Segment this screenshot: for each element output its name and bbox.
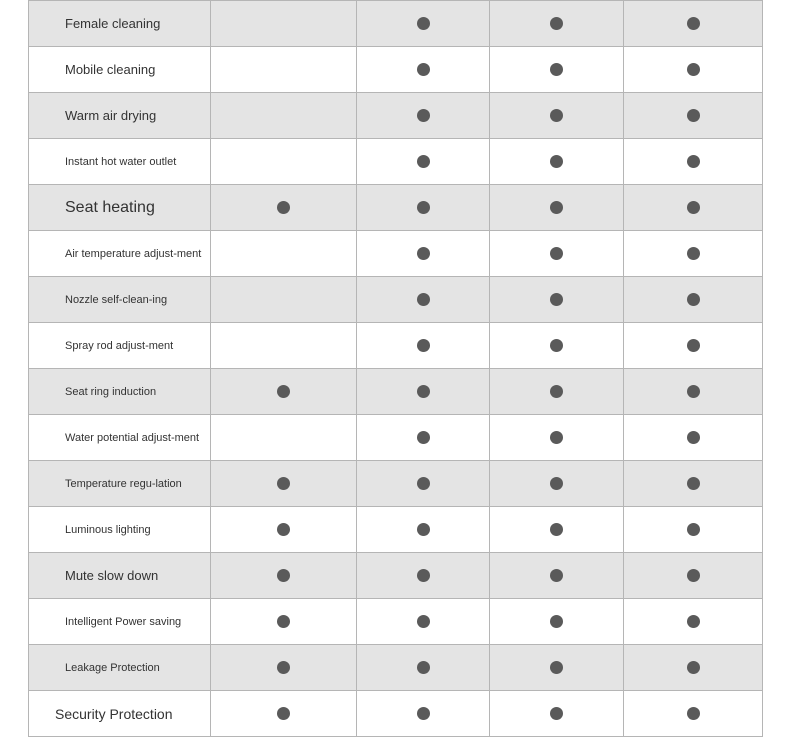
feature-comparison-table: [28, 0, 763, 737]
filled-circle-icon: [277, 385, 290, 398]
model-1-cell: [211, 415, 357, 461]
filled-circle-icon: [550, 431, 563, 444]
model-1-cell: [211, 185, 357, 231]
filled-circle-icon: [550, 339, 563, 352]
table-row: [29, 599, 763, 645]
filled-circle-icon: [550, 523, 563, 536]
table-row: [29, 47, 763, 93]
model-4-cell: [624, 553, 763, 599]
feature-label: Instant hot water outlet: [29, 139, 211, 185]
model-3-cell: [490, 645, 624, 691]
model-4-cell: [624, 277, 763, 323]
model-4-cell: [624, 47, 763, 93]
filled-circle-icon: [550, 247, 563, 260]
filled-circle-icon: [550, 615, 563, 628]
filled-circle-icon: [687, 17, 700, 30]
filled-circle-icon: [417, 385, 430, 398]
model-4-cell: [624, 599, 763, 645]
filled-circle-icon: [687, 63, 700, 76]
model-4-cell: [624, 645, 763, 691]
table-row: [29, 369, 763, 415]
filled-circle-icon: [417, 707, 430, 720]
feature-label: Luminous lighting: [29, 507, 211, 553]
filled-circle-icon: [417, 477, 430, 490]
filled-circle-icon: [687, 201, 700, 214]
model-2-cell: [357, 599, 490, 645]
filled-circle-icon: [550, 569, 563, 582]
filled-circle-icon: [417, 339, 430, 352]
filled-circle-icon: [550, 293, 563, 306]
table-row: [29, 1, 763, 47]
model-2-cell: [357, 507, 490, 553]
model-1-cell: [211, 461, 357, 507]
feature-label: Seat ring induction: [29, 369, 211, 415]
model-1-cell: [211, 599, 357, 645]
model-1-cell: [211, 369, 357, 415]
model-4-cell: [624, 93, 763, 139]
model-1-cell: [211, 139, 357, 185]
filled-circle-icon: [550, 201, 563, 214]
filled-circle-icon: [687, 109, 700, 122]
model-4-cell: [624, 415, 763, 461]
model-3-cell: [490, 415, 624, 461]
feature-label: Mobile cleaning: [29, 47, 211, 93]
feature-label: Water potential adjust-ment: [29, 415, 211, 461]
model-4-cell: [624, 185, 763, 231]
filled-circle-icon: [277, 523, 290, 536]
model-3-cell: [490, 599, 624, 645]
filled-circle-icon: [687, 247, 700, 260]
feature-label: Temperature regu-lation: [29, 461, 211, 507]
table-body: [29, 1, 763, 737]
feature-label: Security Protection: [29, 691, 211, 737]
filled-circle-icon: [417, 247, 430, 260]
model-4-cell: [624, 507, 763, 553]
model-4-cell: [624, 691, 763, 737]
filled-circle-icon: [550, 109, 563, 122]
model-1-cell: [211, 231, 357, 277]
filled-circle-icon: [417, 17, 430, 30]
filled-circle-icon: [687, 385, 700, 398]
model-4-cell: [624, 323, 763, 369]
model-3-cell: [490, 93, 624, 139]
feature-label: Nozzle self-clean-ing: [29, 277, 211, 323]
model-3-cell: [490, 691, 624, 737]
model-3-cell: [490, 139, 624, 185]
filled-circle-icon: [417, 431, 430, 444]
model-3-cell: [490, 507, 624, 553]
filled-circle-icon: [417, 293, 430, 306]
filled-circle-icon: [687, 615, 700, 628]
filled-circle-icon: [277, 615, 290, 628]
filled-circle-icon: [417, 201, 430, 214]
model-1-cell: [211, 93, 357, 139]
model-3-cell: [490, 323, 624, 369]
feature-label: Warm air drying: [29, 93, 211, 139]
model-2-cell: [357, 277, 490, 323]
feature-label: Female cleaning: [29, 1, 211, 47]
filled-circle-icon: [277, 477, 290, 490]
model-2-cell: [357, 185, 490, 231]
filled-circle-icon: [277, 707, 290, 720]
filled-circle-icon: [550, 661, 563, 674]
model-3-cell: [490, 47, 624, 93]
filled-circle-icon: [687, 477, 700, 490]
model-3-cell: [490, 185, 624, 231]
filled-circle-icon: [277, 661, 290, 674]
filled-circle-icon: [417, 661, 430, 674]
table-row: [29, 645, 763, 691]
model-3-cell: [490, 231, 624, 277]
model-1-cell: [211, 691, 357, 737]
table-row: [29, 691, 763, 737]
filled-circle-icon: [550, 17, 563, 30]
table-row: [29, 231, 763, 277]
model-3-cell: [490, 369, 624, 415]
model-2-cell: [357, 93, 490, 139]
table-row: [29, 461, 763, 507]
filled-circle-icon: [550, 155, 563, 168]
model-4-cell: [624, 231, 763, 277]
feature-label: Seat heating: [29, 185, 211, 231]
table-row: [29, 93, 763, 139]
filled-circle-icon: [550, 385, 563, 398]
filled-circle-icon: [687, 293, 700, 306]
feature-comparison-table-wrapper: [28, 0, 762, 736]
model-2-cell: [357, 415, 490, 461]
table-row: [29, 323, 763, 369]
model-4-cell: [624, 139, 763, 185]
filled-circle-icon: [687, 431, 700, 444]
filled-circle-icon: [417, 569, 430, 582]
model-2-cell: [357, 691, 490, 737]
table-row: [29, 553, 763, 599]
model-1-cell: [211, 323, 357, 369]
table-row: [29, 139, 763, 185]
table-row: [29, 415, 763, 461]
filled-circle-icon: [550, 707, 563, 720]
filled-circle-icon: [417, 615, 430, 628]
model-4-cell: [624, 1, 763, 47]
model-3-cell: [490, 277, 624, 323]
model-2-cell: [357, 461, 490, 507]
filled-circle-icon: [277, 201, 290, 214]
model-1-cell: [211, 47, 357, 93]
filled-circle-icon: [277, 569, 290, 582]
filled-circle-icon: [417, 523, 430, 536]
model-2-cell: [357, 47, 490, 93]
filled-circle-icon: [687, 569, 700, 582]
model-2-cell: [357, 369, 490, 415]
filled-circle-icon: [687, 661, 700, 674]
filled-circle-icon: [687, 339, 700, 352]
filled-circle-icon: [550, 477, 563, 490]
filled-circle-icon: [687, 155, 700, 168]
model-3-cell: [490, 553, 624, 599]
filled-circle-icon: [417, 155, 430, 168]
model-2-cell: [357, 323, 490, 369]
filled-circle-icon: [687, 707, 700, 720]
model-2-cell: [357, 1, 490, 47]
model-3-cell: [490, 461, 624, 507]
table-row: [29, 277, 763, 323]
table-row: [29, 507, 763, 553]
feature-label: Air temperature adjust-ment: [29, 231, 211, 277]
model-1-cell: [211, 277, 357, 323]
feature-label: Spray rod adjust-ment: [29, 323, 211, 369]
feature-label: Leakage Protection: [29, 645, 211, 691]
feature-label: Mute slow down: [29, 553, 211, 599]
model-1-cell: [211, 1, 357, 47]
filled-circle-icon: [417, 109, 430, 122]
feature-label: Intelligent Power saving: [29, 599, 211, 645]
model-2-cell: [357, 139, 490, 185]
model-1-cell: [211, 553, 357, 599]
filled-circle-icon: [550, 63, 563, 76]
model-2-cell: [357, 231, 490, 277]
model-1-cell: [211, 645, 357, 691]
model-1-cell: [211, 507, 357, 553]
model-2-cell: [357, 553, 490, 599]
model-2-cell: [357, 645, 490, 691]
model-3-cell: [490, 1, 624, 47]
model-4-cell: [624, 369, 763, 415]
filled-circle-icon: [687, 523, 700, 536]
model-4-cell: [624, 461, 763, 507]
table-row: [29, 185, 763, 231]
filled-circle-icon: [417, 63, 430, 76]
